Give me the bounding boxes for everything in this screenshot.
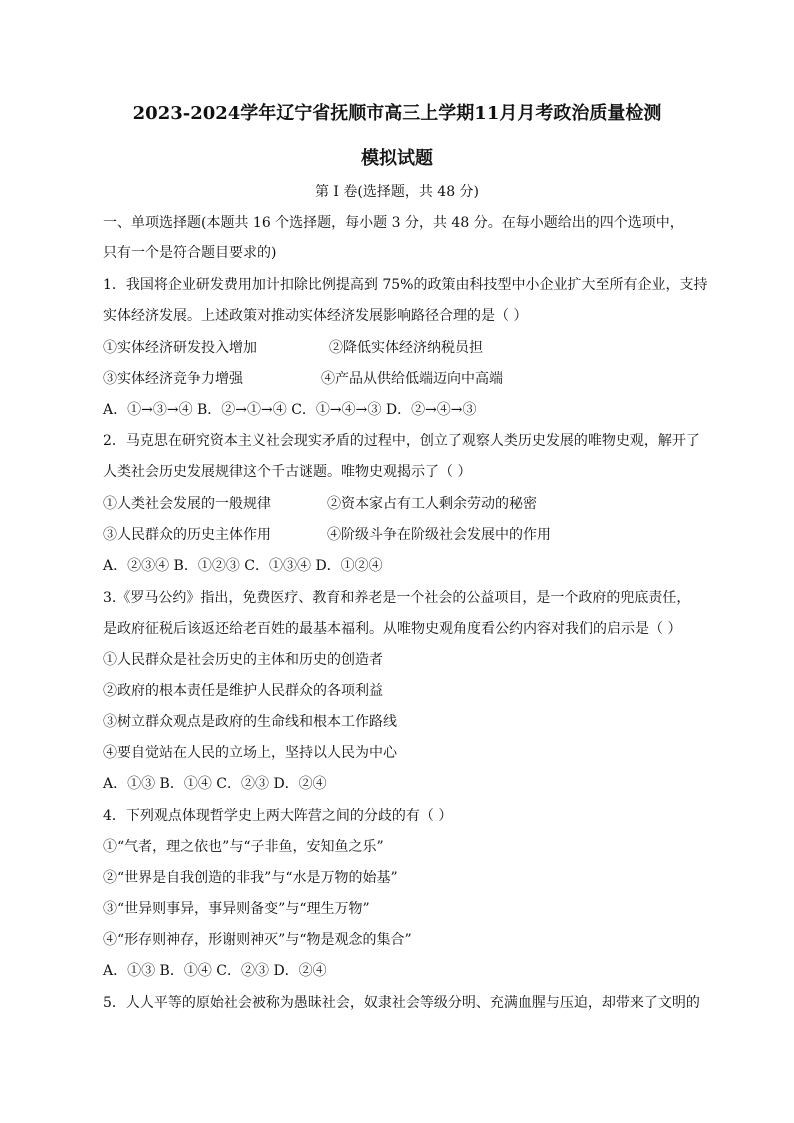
q1-stem-line1: 1．我国将企业研发费用加计扣除比例提高到 75%的政策由科技型中小企业扩大至所有企业，支持 [103, 277, 708, 293]
q4-option-1: ①“气者，理之依也”与“子非鱼，安知鱼之乐” [103, 839, 384, 855]
q3-option-1: ①人民群众是社会历史的主体和历史的创造者 [103, 652, 383, 668]
q3-stem-line1: 3.《罗马公约》指出，免费医疗、教育和养老是一个社会的公益项目，是一个政府的兜底责任， [103, 590, 691, 606]
exam-title-line1: 2023-2024学年辽宁省抚顺市高三上学期11月月考政治质量检测 [132, 103, 662, 124]
q2-option-4: ④阶级斗争在阶级社会发展中的作用 [327, 527, 551, 543]
q1-stem-line2: 实体经济发展。上述政策对推动实体经济发展影响路径合理的是（ ） [103, 308, 528, 324]
q3-stem-line2: 是政府征税后该返还给老百姓的最基本福利。从唯物史观角度看公约内容对我们的启示是（ ） [103, 621, 682, 637]
q3-option-2: ②政府的根本责任是维护人民群众的各项利益 [103, 683, 383, 699]
section-instruction-line1: 一、单项选择题(本题共 16 个选择题，每小题 3 分，共 48 分。在每小题给出的四个选项中， [103, 215, 684, 231]
q3-option-4: ④要自觉站在人民的立场上，坚持以人民为中心 [103, 745, 397, 761]
q1-option-3: ③实体经济竞争力增强 [103, 371, 243, 387]
q3-answers: A．①③ B．①④ C．②③ D．②④ [103, 776, 327, 792]
q1-option-2: ②降低实体经济纳税员担 [329, 340, 483, 356]
q1-option-4: ④产品从供给低端迈向中高端 [321, 371, 503, 387]
q3-option-3: ③树立群众观点是政府的生命线和根本工作路线 [103, 714, 397, 730]
q1-option-1: ①实体经济研发投入增加 [103, 340, 257, 356]
q1-answers: A．①→③→④ B．②→①→④ C．①→④→③ D．②→④→③ [103, 402, 477, 418]
q2-option-1: ①人类社会发展的一般规律 [103, 496, 271, 512]
q4-option-2: ②“世界是自我创造的非我”与“水是万物的始基” [103, 870, 398, 886]
q2-stem-line1: 2．马克思在研究资本主义社会现实矛盾的过程中，创立了观察人类历史发展的唯物史观，解开了 [103, 433, 700, 449]
q2-option-2: ②资本家占有工人剩余劳动的秘密 [327, 496, 537, 512]
q4-option-4: ④“形存则神存，形谢则神灭”与“物是观念的集合” [103, 932, 412, 948]
section-instruction-line2: 只有一个是符合题目要求的) [103, 245, 277, 261]
q2-option-3: ③人民群众的历史主体作用 [103, 527, 271, 543]
q4-stem: 4．下列观点体现哲学史上两大阵营之间的分歧的有（ ） [103, 808, 453, 824]
volume-subtitle: 第 I 卷(选择题，共 48 分) [314, 184, 480, 200]
q2-stem-line2: 人类社会历史发展规律这个千古谜题。唯物史观揭示了（ ） [103, 464, 472, 480]
q4-option-3: ③“世异则事异，事异则备变”与“理生万物” [103, 901, 370, 917]
exam-title-line2: 模拟试题 [361, 148, 433, 169]
q4-answers: A．①③ B．①④ C．②③ D．②④ [103, 963, 327, 979]
q2-answers: A．②③④ B．①②③ C．①③④ D．①②④ [103, 558, 383, 574]
q5-stem-line1: 5．人人平等的原始社会被称为愚昧社会，奴隶社会等级分明、充满血腥与压迫，却带来了文明的 [103, 995, 700, 1011]
